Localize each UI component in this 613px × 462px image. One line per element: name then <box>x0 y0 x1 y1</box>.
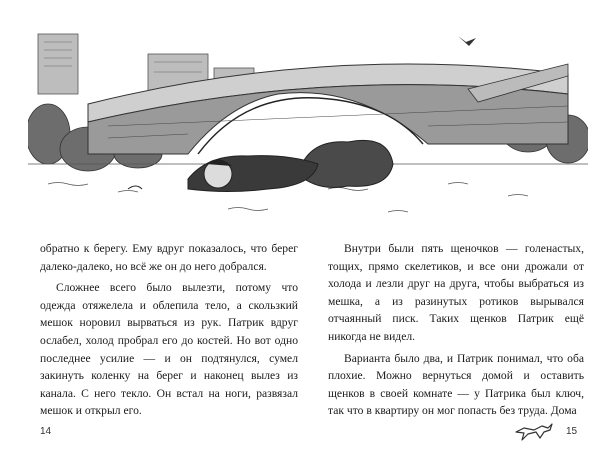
page-number-right: 15 <box>566 426 578 437</box>
canal-bridge-illustration <box>28 14 588 224</box>
running-dog-icon <box>514 418 554 442</box>
left-column <box>40 240 298 420</box>
right-column <box>328 240 584 420</box>
paragraph: обратно к берегу. Ему вдруг показалось, что берег далеко-далеко, но всё же он до него добрался. <box>40 242 298 273</box>
paragraph: Вариантa было два, и Патрик понимал, что оба плохие. Можно вернуться домой и оставить щенков в своей комнате — у Патрика был ключ, так что в квартиру он мог попасть без труда. Дома <box>328 351 584 418</box>
paragraph: Сложнее всего было вылезти, потому что одежда отяжелела и облепила тело, а скользкий мешок норовил вырваться из рук. Патрик вдруг ослабел, холод пробрал его до костей. Но вот одно последнее усилие — и он подтянулся, сумел закинуть коленку на берег и наконец вылез из канала. С него текло. Он встал на ноги, развязал мешок и открыл его. <box>40 281 298 418</box>
page-number-left: 14 <box>40 426 52 437</box>
bird-icon <box>458 36 476 46</box>
paragraph: Внутри были пять щеночков — голенастых, тощих, прямо скелетиков, и все они дрожали от холода и лезли друг на друга, чтобы выбраться из мешка, а из разинутых ротиков вырывался отчаянный писк. Таких щенков Патрик ещё никогда не видел. <box>328 242 584 343</box>
